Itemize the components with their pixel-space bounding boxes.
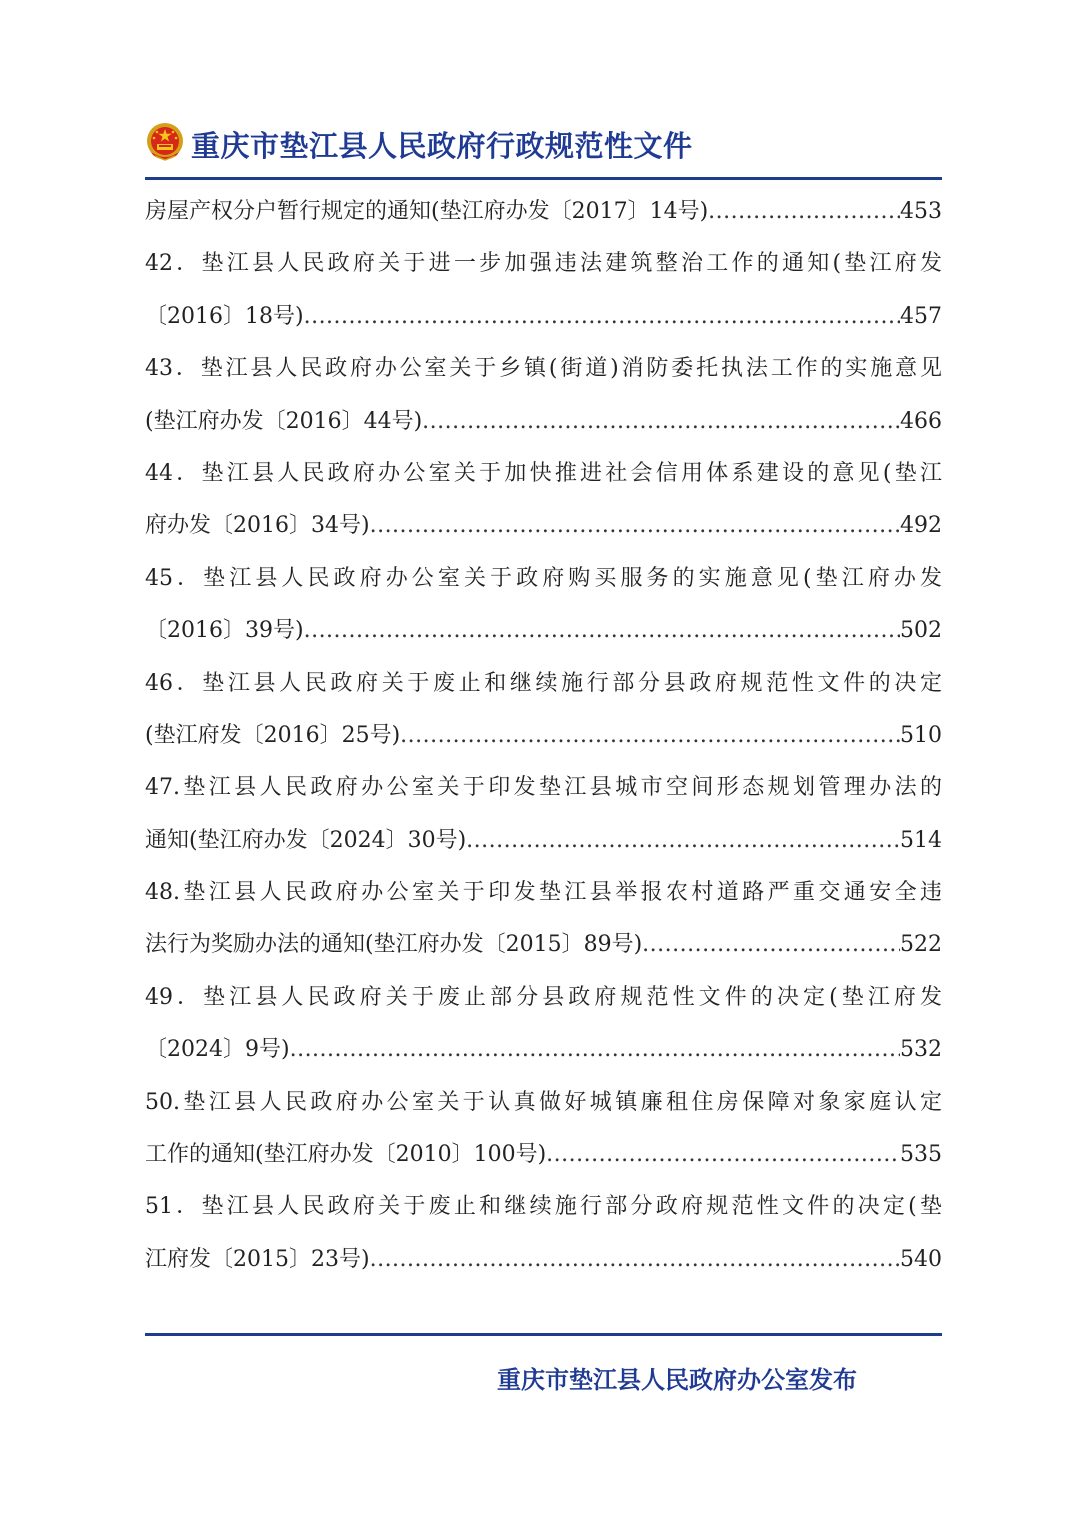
footer-divider xyxy=(145,1333,942,1336)
toc-page-number: 457 xyxy=(900,303,942,329)
toc-entry-title-end: 工作的通知(垫江府办发〔2010〕100号) xyxy=(145,1142,547,1168)
toc-entry-title-end: (垫江府办发〔2016〕44号) xyxy=(145,408,423,434)
toc-entry-title-line: 49．垫江县人民政府关于废止部分县政府规范性文件的决定(垫江府发 xyxy=(145,984,942,1010)
header-divider xyxy=(145,177,942,180)
toc-entry-title-line: 42．垫江县人民政府关于进一步加强违法建筑整治工作的通知(垫江府发 xyxy=(145,251,942,277)
toc-entry-title-end: 房屋产权分户暂行规定的通知(垫江府办发〔2017〕14号) xyxy=(145,199,709,224)
toc-entry-last-line xyxy=(145,291,942,343)
toc-entry[interactable] xyxy=(145,867,942,972)
toc-entry-last-line xyxy=(145,919,942,971)
toc-leader-dots xyxy=(370,500,900,552)
toc-leader-dots xyxy=(642,919,900,971)
toc-entry[interactable] xyxy=(145,1077,942,1182)
header-title: 重庆市垫江县人民政府行政规范性文件 xyxy=(191,129,693,163)
toc-page-number: 535 xyxy=(900,1142,942,1168)
toc-page-number: 522 xyxy=(900,932,942,958)
toc-entry-title-line: 47.垫江县人民政府办公室关于印发垫江县城市空间形态规划管理办法的 xyxy=(145,775,942,801)
toc-entry[interactable] xyxy=(145,972,942,1077)
toc-entry-last-line xyxy=(145,1024,942,1076)
toc-entry-last-line xyxy=(145,1129,942,1181)
toc-entry-title-end: 府办发〔2016〕34号) xyxy=(145,513,370,539)
document-header xyxy=(145,120,942,168)
toc-entry-last-line xyxy=(145,815,942,867)
footer-publisher: 重庆市垫江县人民政府办公室发布 xyxy=(497,1366,857,1394)
toc-entry-title-end: (垫江府发〔2016〕25号) xyxy=(145,722,401,748)
toc-page-number: 532 xyxy=(900,1037,942,1063)
toc-entry-title-end: 江府发〔2015〕23号) xyxy=(145,1246,370,1272)
toc-entry-last-line xyxy=(145,186,942,238)
toc-leader-dots xyxy=(370,1234,900,1286)
toc-leader-dots xyxy=(304,605,900,657)
toc-entry-title-line: 45．垫江县人民政府办公室关于政府购买服务的实施意见(垫江府办发 xyxy=(145,565,942,591)
toc-entry-last-line xyxy=(145,605,942,657)
toc-leader-dots xyxy=(400,710,900,762)
toc-entry-title-line: 50.垫江县人民政府办公室关于认真做好城镇廉租住房保障对象家庭认定 xyxy=(145,1089,942,1115)
toc-entry[interactable] xyxy=(145,1181,942,1286)
toc-entry[interactable] xyxy=(145,762,942,867)
toc-page-number: 492 xyxy=(900,513,942,539)
toc-leader-dots xyxy=(290,1024,900,1076)
toc-entry[interactable] xyxy=(145,553,942,658)
toc-entry-last-line xyxy=(145,710,942,762)
toc-entry-title-line: 46．垫江县人民政府关于废止和继续施行部分县政府规范性文件的决定 xyxy=(145,670,942,696)
table-of-contents xyxy=(145,186,942,1286)
toc-leader-dots xyxy=(422,396,900,448)
toc-leader-dots xyxy=(708,186,900,238)
toc-leader-dots xyxy=(466,815,900,867)
toc-page-number: 502 xyxy=(900,618,942,644)
toc-entry[interactable] xyxy=(145,186,942,238)
toc-entry-last-line xyxy=(145,1234,942,1286)
toc-entry-title-end: 〔2016〕39号) xyxy=(145,618,304,644)
toc-page-number: 453 xyxy=(900,199,942,224)
toc-entry-title-line: 44．垫江县人民政府办公室关于加快推进社会信用体系建设的意见(垫江 xyxy=(145,460,942,486)
toc-page-number: 514 xyxy=(900,827,942,853)
toc-entry[interactable] xyxy=(145,448,942,553)
toc-entry[interactable] xyxy=(145,238,942,343)
toc-entry-title-end: 通知(垫江府办发〔2024〕30号) xyxy=(145,827,467,853)
toc-entry-title-line: 43．垫江县人民政府办公室关于乡镇(街道)消防委托执法工作的实施意见 xyxy=(145,356,942,382)
toc-entry-title-end: 〔2016〕18号) xyxy=(145,303,304,329)
toc-entry[interactable] xyxy=(145,658,942,763)
toc-entry-title-end: 〔2024〕9号) xyxy=(145,1037,290,1063)
toc-leader-dots xyxy=(304,291,900,343)
national-emblem-icon xyxy=(145,122,185,162)
toc-page-number: 466 xyxy=(900,408,942,434)
toc-entry-title-end: 法行为奖励办法的通知(垫江府办发〔2015〕89号) xyxy=(145,932,643,958)
toc-entry-title-line: 48.垫江县人民政府办公室关于印发垫江县举报农村道路严重交通安全违 xyxy=(145,880,942,906)
toc-page-number: 510 xyxy=(900,722,942,748)
toc-entry-last-line xyxy=(145,396,942,448)
toc-entry-last-line xyxy=(145,500,942,552)
toc-entry[interactable] xyxy=(145,343,942,448)
toc-leader-dots xyxy=(546,1129,900,1181)
toc-entry-title-line: 51．垫江县人民政府关于废止和继续施行部分政府规范性文件的决定(垫 xyxy=(145,1194,942,1220)
toc-page-number: 540 xyxy=(900,1246,942,1272)
